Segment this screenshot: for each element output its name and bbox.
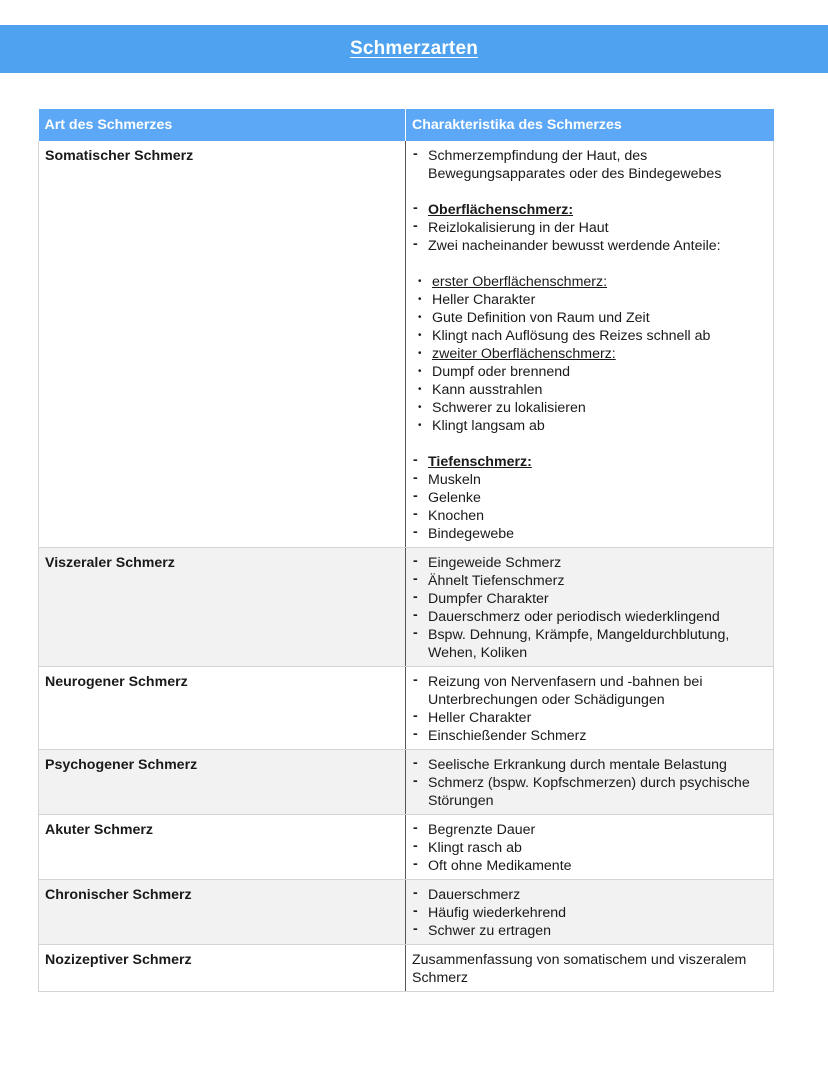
characteristics-cell: Zusammenfassung von somatischem und viszeralem Schmerz [406,945,774,992]
table-row [39,141,774,548]
title-banner [0,25,828,73]
list-item: - Reizlokalisierung in der Haut [412,219,767,237]
list-item: - Häufig wiederkehrend [412,904,767,922]
list-item: - Schmerzempfindung der Haut, des Bewegungsapparates oder des Bindegewebes [412,147,767,183]
page-title: Schmerzarten [349,38,479,59]
dash-list [412,201,767,255]
list-item: - Heller Charakter [412,709,767,727]
list-item: - Oft ohne Medikamente [412,857,767,875]
list-item: - Ähnelt Tiefenschmerz [412,572,767,590]
dash-list [412,554,767,662]
dash-list [412,147,767,183]
bullet-list [412,273,767,435]
pain-type-cell: Nozizeptiver Schmerz [39,945,406,992]
dash-list [412,886,767,940]
subsection-heading: • erster Oberflächenschmerz: [412,273,767,291]
list-item: - Bindegewebe [412,525,767,543]
list-item: - Zwei nacheinander bewusst werdende Anteile: [412,237,767,255]
list-item: - Dumpfer Charakter [412,590,767,608]
list-item: - Begrenzte Dauer [412,821,767,839]
characteristics-cell [406,548,774,667]
list-item: - Seelische Erkrankung durch mentale Belastung [412,756,767,774]
list-item: - Bspw. Dehnung, Krämpfe, Mangeldurchblutung, Wehen, Koliken [412,626,767,662]
table-row [39,815,774,880]
table-row [39,750,774,815]
table-row [39,548,774,667]
list-item: • Heller Charakter [412,291,767,309]
list-item: • Dumpf oder brennend [412,363,767,381]
list-item: - Muskeln [412,471,767,489]
characteristics-cell [406,667,774,750]
section-heading: - Oberflächenschmerz: [412,201,767,219]
table-header-row [39,109,774,141]
list-item: • Schwerer zu lokalisieren [412,399,767,417]
pain-type-cell: Akuter Schmerz [39,815,406,880]
table-row [39,667,774,750]
list-item: - Eingeweide Schmerz [412,554,767,572]
list-item: • Klingt langsam ab [412,417,767,435]
list-item: - Klingt rasch ab [412,839,767,857]
list-item: - Schmerz (bspw. Kopfschmerzen) durch psychische Störungen [412,774,767,810]
pain-type-cell: Somatischer Schmerz [39,141,406,548]
list-item: - Knochen [412,507,767,525]
dash-list [412,673,767,745]
list-item: - Schwer zu ertragen [412,922,767,940]
table-row [39,880,774,945]
dash-list [412,821,767,875]
pain-type-cell: Chronischer Schmerz [39,880,406,945]
list-item: • Klingt nach Auflösung des Reizes schnell ab [412,327,767,345]
dash-list [412,756,767,810]
characteristics-cell [406,815,774,880]
subsection-heading: • zweiter Oberflächenschmerz: [412,345,767,363]
list-item: • Kann ausstrahlen [412,381,767,399]
table-row [39,945,774,992]
list-item: - Dauerschmerz [412,886,767,904]
characteristics-cell [406,141,774,548]
list-item: • Gute Definition von Raum und Zeit [412,309,767,327]
pain-type-cell: Viszeraler Schmerz [39,548,406,667]
list-item: - Einschießender Schmerz [412,727,767,745]
characteristics-cell [406,750,774,815]
characteristics-cell [406,880,774,945]
pain-type-cell: Neurogener Schmerz [39,667,406,750]
list-item: - Dauerschmerz oder periodisch wiederklingend [412,608,767,626]
section-heading: - Tiefenschmerz: [412,453,767,471]
list-item: - Reizung von Nervenfasern und -bahnen bei Unterbrechungen oder Schädigungen [412,673,767,709]
pain-types-table [38,109,774,992]
dash-list [412,453,767,543]
list-item: - Gelenke [412,489,767,507]
pain-type-cell: Psychogener Schmerz [39,750,406,815]
column-header-characteristics: Charakteristika des Schmerzes [406,109,774,141]
column-header-type: Art des Schmerzes [39,109,406,141]
